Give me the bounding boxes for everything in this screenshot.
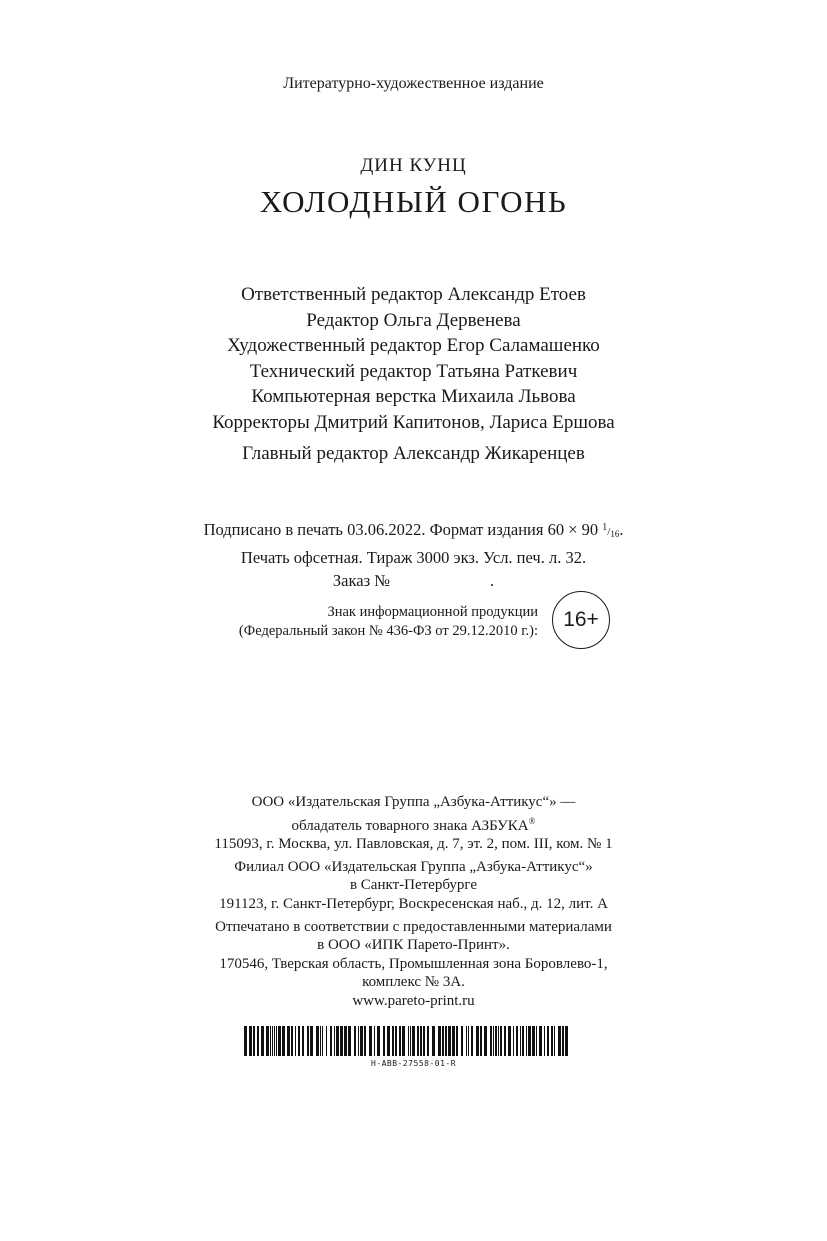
format-denominator: 16 <box>610 529 620 539</box>
barcode-bar <box>471 1026 473 1056</box>
barcode-bar <box>504 1026 506 1056</box>
barcode-bar <box>516 1026 518 1056</box>
barcode-bar <box>468 1026 469 1056</box>
print-info <box>0 516 827 592</box>
barcode-bar <box>410 1026 411 1056</box>
barcode-bar <box>326 1026 327 1056</box>
barcode-bar <box>261 1026 264 1056</box>
barcode-bar <box>402 1026 405 1056</box>
barcode-bar <box>387 1026 390 1056</box>
barcode-bar <box>377 1026 380 1056</box>
barcode-bar <box>480 1026 482 1056</box>
barcode-bar <box>565 1026 568 1056</box>
barcode-bar <box>270 1026 271 1056</box>
publisher-address: 115093, г. Москва, ул. Павловская, д. 7, эт. 2, пом. III, ком. № 1 <box>214 836 613 853</box>
printer-line: в ООО «ИПК Парето-Принт». <box>317 937 510 954</box>
barcode-bar <box>334 1026 335 1056</box>
barcode-bar <box>383 1026 385 1056</box>
barcode-bar <box>274 1026 275 1056</box>
order-end: . <box>489 571 495 590</box>
barcode-bar <box>330 1026 332 1056</box>
print-line-2: Печать офсетная. Тираж 3000 экз. Усл. печ. л. 32. <box>240 548 587 567</box>
barcode-bar <box>360 1026 363 1056</box>
barcode-bar <box>249 1026 252 1056</box>
barcode-bar <box>298 1026 300 1056</box>
info-sign-text <box>200 603 538 641</box>
credit-line: Ответственный редактор Александр Етоев <box>241 284 586 305</box>
barcode-bar <box>456 1026 458 1056</box>
info-sign-line-2: (Федеральный закон № 436-ФЗ от 29.12.2010 г.): <box>238 623 538 639</box>
barcode-bar <box>354 1026 356 1056</box>
author-name: ДИН КУНЦ <box>360 155 467 176</box>
order-label: Заказ № <box>332 571 390 590</box>
barcode-bar <box>322 1026 323 1056</box>
barcode-bar <box>466 1026 467 1056</box>
barcode-bar <box>539 1026 542 1056</box>
barcode-bar <box>448 1026 451 1056</box>
barcode-bar <box>544 1026 545 1056</box>
barcode-bar <box>522 1026 524 1056</box>
barcode-bar <box>562 1026 564 1056</box>
barcode-bar <box>276 1026 277 1056</box>
barcode-bar <box>266 1026 269 1056</box>
barcode-bar <box>498 1026 499 1056</box>
publisher-block <box>0 793 827 854</box>
barcode-bar <box>438 1026 441 1056</box>
barcode-bar <box>253 1026 255 1056</box>
barcode-icon <box>244 1026 572 1056</box>
barcode-bar <box>340 1026 343 1056</box>
barcode-bar <box>320 1026 321 1056</box>
barcode-bar <box>445 1026 447 1056</box>
publisher-line: ООО «Издательская Группа „Азбука-Аттикус“» — <box>251 794 576 810</box>
barcode-bar <box>310 1026 313 1056</box>
barcode-bar <box>484 1026 487 1056</box>
barcode-bar <box>336 1026 339 1056</box>
publisher-line <box>0 812 827 836</box>
trademark-text: обладатель товарного знака АЗБУКА <box>291 817 529 834</box>
barcode-bar <box>348 1026 351 1056</box>
format-numerator: 1 <box>602 522 608 533</box>
printer-line: 170546, Тверская область, Промышленная зона Боровлево-1, <box>219 955 608 972</box>
barcode-bar <box>272 1026 273 1056</box>
barcode-bar <box>358 1026 359 1056</box>
registered-mark: ® <box>528 815 536 826</box>
barcode-bar <box>461 1026 463 1056</box>
barcode-bar <box>452 1026 455 1056</box>
printer-block <box>0 918 827 1011</box>
barcode-bar <box>408 1026 409 1056</box>
printer-line: комплекс № 3А. <box>362 974 465 991</box>
barcode-bar <box>287 1026 290 1056</box>
credit-line: Компьютерная верстка Михаила Львова <box>251 386 576 407</box>
branch-block <box>0 858 827 914</box>
barcode-bar <box>551 1026 553 1056</box>
barcode-bar <box>495 1026 497 1056</box>
barcode-bar <box>493 1026 494 1056</box>
age-rating-text: 16+ <box>563 608 599 631</box>
barcode-bar <box>508 1026 511 1056</box>
barcode-bar <box>536 1026 537 1056</box>
barcode-bar <box>432 1026 435 1056</box>
barcode-bar <box>476 1026 479 1056</box>
credit-line: Редактор Ольга Дервенева <box>306 309 521 331</box>
credit-line: Корректоры Дмитрий Капитонов, Лариса Ершова <box>212 411 615 433</box>
printer-line: Отпечатано в соответствии с предоставленными материалами <box>215 918 612 935</box>
barcode-bar <box>442 1026 444 1056</box>
barcode-bar <box>532 1026 535 1056</box>
barcode-bar <box>423 1026 425 1056</box>
branch-address: 191123, г. Санкт-Петербург, Воскресенская наб., д. 12, лит. А <box>219 895 608 912</box>
barcode-bar <box>513 1026 514 1056</box>
barcode-bar <box>500 1026 502 1056</box>
barcode-bar <box>526 1026 527 1056</box>
info-sign-line-1: Знак информационной продукции <box>327 604 538 620</box>
barcode-bar <box>302 1026 304 1056</box>
barcode-bar <box>490 1026 492 1056</box>
barcode-bar <box>295 1026 296 1056</box>
age-rating-badge <box>552 591 610 649</box>
print-line-1 <box>0 516 827 546</box>
print-line-1-end: . <box>619 520 624 539</box>
barcode-bar <box>420 1026 422 1056</box>
barcode-bar <box>399 1026 401 1056</box>
barcode-bar <box>554 1026 555 1056</box>
credits-block <box>0 282 827 435</box>
branch-line: в Санкт-Петербурге <box>349 877 478 894</box>
imprint-block <box>0 793 827 1015</box>
book-title: ХОЛОДНЫЙ ОГОНЬ <box>259 184 568 219</box>
credit-line: Художественный редактор Егор Саламашенко <box>227 335 600 356</box>
barcode-bar <box>427 1026 429 1056</box>
barcode-bar <box>369 1026 372 1056</box>
barcode-bar <box>364 1026 366 1056</box>
barcode-bar <box>528 1026 531 1056</box>
format-fraction: $^1/_{16}$ <box>602 522 620 539</box>
chief-editor: Главный редактор Александр Жикаренцев <box>242 443 585 464</box>
barcode-bar <box>374 1026 375 1056</box>
barcode-label: Н-АВВ-27558-01-R <box>370 1059 457 1068</box>
order-line <box>0 569 827 592</box>
barcode-bar <box>520 1026 521 1056</box>
credit-line: Технический редактор Татьяна Раткевич <box>249 360 578 382</box>
barcode-bar <box>244 1026 247 1056</box>
print-line-1-text: Подписано в печать 03.06.2022. Формат издания 60 × 90 <box>203 520 603 539</box>
barcode-bar <box>278 1026 281 1056</box>
barcode-bar <box>395 1026 397 1056</box>
barcode-bar <box>547 1026 549 1056</box>
barcode-bar <box>392 1026 394 1056</box>
barcode-bar <box>412 1026 415 1056</box>
barcode-bar <box>307 1026 309 1056</box>
printer-website: www.pareto-print.ru <box>352 992 475 1009</box>
barcode-bar <box>257 1026 259 1056</box>
barcode-graphic <box>244 1026 572 1056</box>
barcode-bar <box>282 1026 285 1056</box>
branch-line: Филиал ООО «Издательская Группа „Азбука-Аттикус“» <box>234 858 593 875</box>
barcode-bar <box>344 1026 347 1056</box>
barcode-bar <box>316 1026 319 1056</box>
barcode-bar <box>417 1026 419 1056</box>
genre-line: Литературно-художественное издание <box>283 75 544 92</box>
barcode-bar <box>558 1026 561 1056</box>
barcode-bar <box>291 1026 293 1056</box>
